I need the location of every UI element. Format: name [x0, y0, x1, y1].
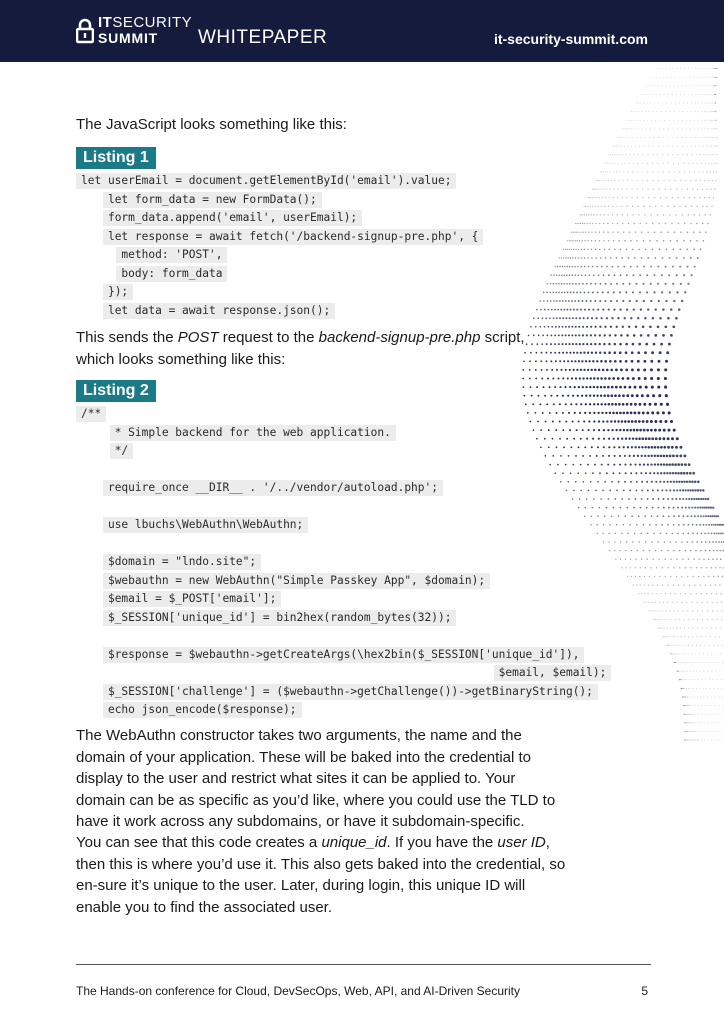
code-line [76, 498, 611, 517]
code-line: form_data.append('email', userEmail); [76, 209, 483, 228]
webauthn-constructor-paragraph: The WebAuthn constructor takes two arguments, the name and the domain of your application. These will be baked into the credential to display to the user and restrict what sites it can be applied to. Your domain can be as specific as you’d like, where you could use the TLD to have it work across any subdomains, or have it subdomain-specific. [76, 727, 556, 830]
unique-id-paragraph: You can see that this code creates a unique_id. If you have the user ID, then this is where you’d use it. This also gets baked into the credential, so en-sure it’s unique to the user. Later, during login, this unique ID will enable you to find the associated user. [76, 834, 566, 916]
code-line: $email, $email); [76, 664, 611, 683]
code-line: let data = await response.json(); [76, 302, 483, 321]
code-line: let response = await fetch('/backend-signup-pre.php', { [76, 228, 483, 247]
code-line: /** [76, 405, 611, 424]
code-line: method: 'POST', [76, 246, 483, 265]
logo-wordmark-bottom: SUMMIT [98, 30, 159, 46]
code-line: $_SESSION['challenge'] = ($webauthn->getChallenge())->getBinaryString(); [76, 683, 611, 702]
post-request-paragraph: This sends the POST request to the backend-signup-pre.php script, which looks something like this: [76, 329, 525, 368]
footer-conference-tagline: The Hands-on conference for Cloud, DevSecOps, Web, API, and AI-Driven Security [76, 984, 520, 998]
listing-2-label: Listing 2 [76, 380, 156, 402]
code-line: $domain = "lndo.site"; [76, 553, 611, 572]
intro-paragraph: The JavaScript looks something like this: [76, 116, 347, 133]
footer-divider [76, 964, 651, 965]
code-line: $email = $_POST['email']; [76, 590, 611, 609]
code-line: let userEmail = document.getElementById('email').value; [76, 172, 483, 191]
page-header [0, 0, 724, 62]
code-line: $response = $webauthn->getCreateArgs(\hex2bin($_SESSION['unique_id']), [76, 646, 611, 665]
code-line [76, 461, 611, 480]
code-line: let form_data = new FormData(); [76, 191, 483, 210]
code-line: $_SESSION['unique_id'] = bin2hex(random_bytes(32)); [76, 609, 611, 628]
code-line: use lbuchs\WebAuthn\WebAuthn; [76, 516, 611, 535]
code-line: * Simple backend for the web application. [76, 424, 611, 443]
document-type-label: WHITEPAPER [198, 27, 328, 48]
code-line [76, 535, 611, 554]
page-number: 5 [641, 984, 648, 998]
site-url-link[interactable]: it-security-summit.com [493, 31, 648, 47]
code-line: echo json_encode($response); [76, 701, 611, 720]
code-line: */ [76, 442, 611, 461]
code-line: $webauthn = new WebAuthn("Simple Passkey App", $domain); [76, 572, 611, 591]
logo-wordmark-top: ITSECURITY [98, 14, 193, 31]
listing-1-label: Listing 1 [76, 147, 156, 169]
listing-1-code [76, 172, 483, 320]
code-line [76, 627, 611, 646]
code-line: require_once __DIR__ . '/../vendor/autoload.php'; [76, 479, 611, 498]
listing-2-code [76, 405, 611, 720]
code-line: }); [76, 283, 483, 302]
code-line: body: form_data [76, 265, 483, 284]
lock-icon [76, 18, 94, 44]
